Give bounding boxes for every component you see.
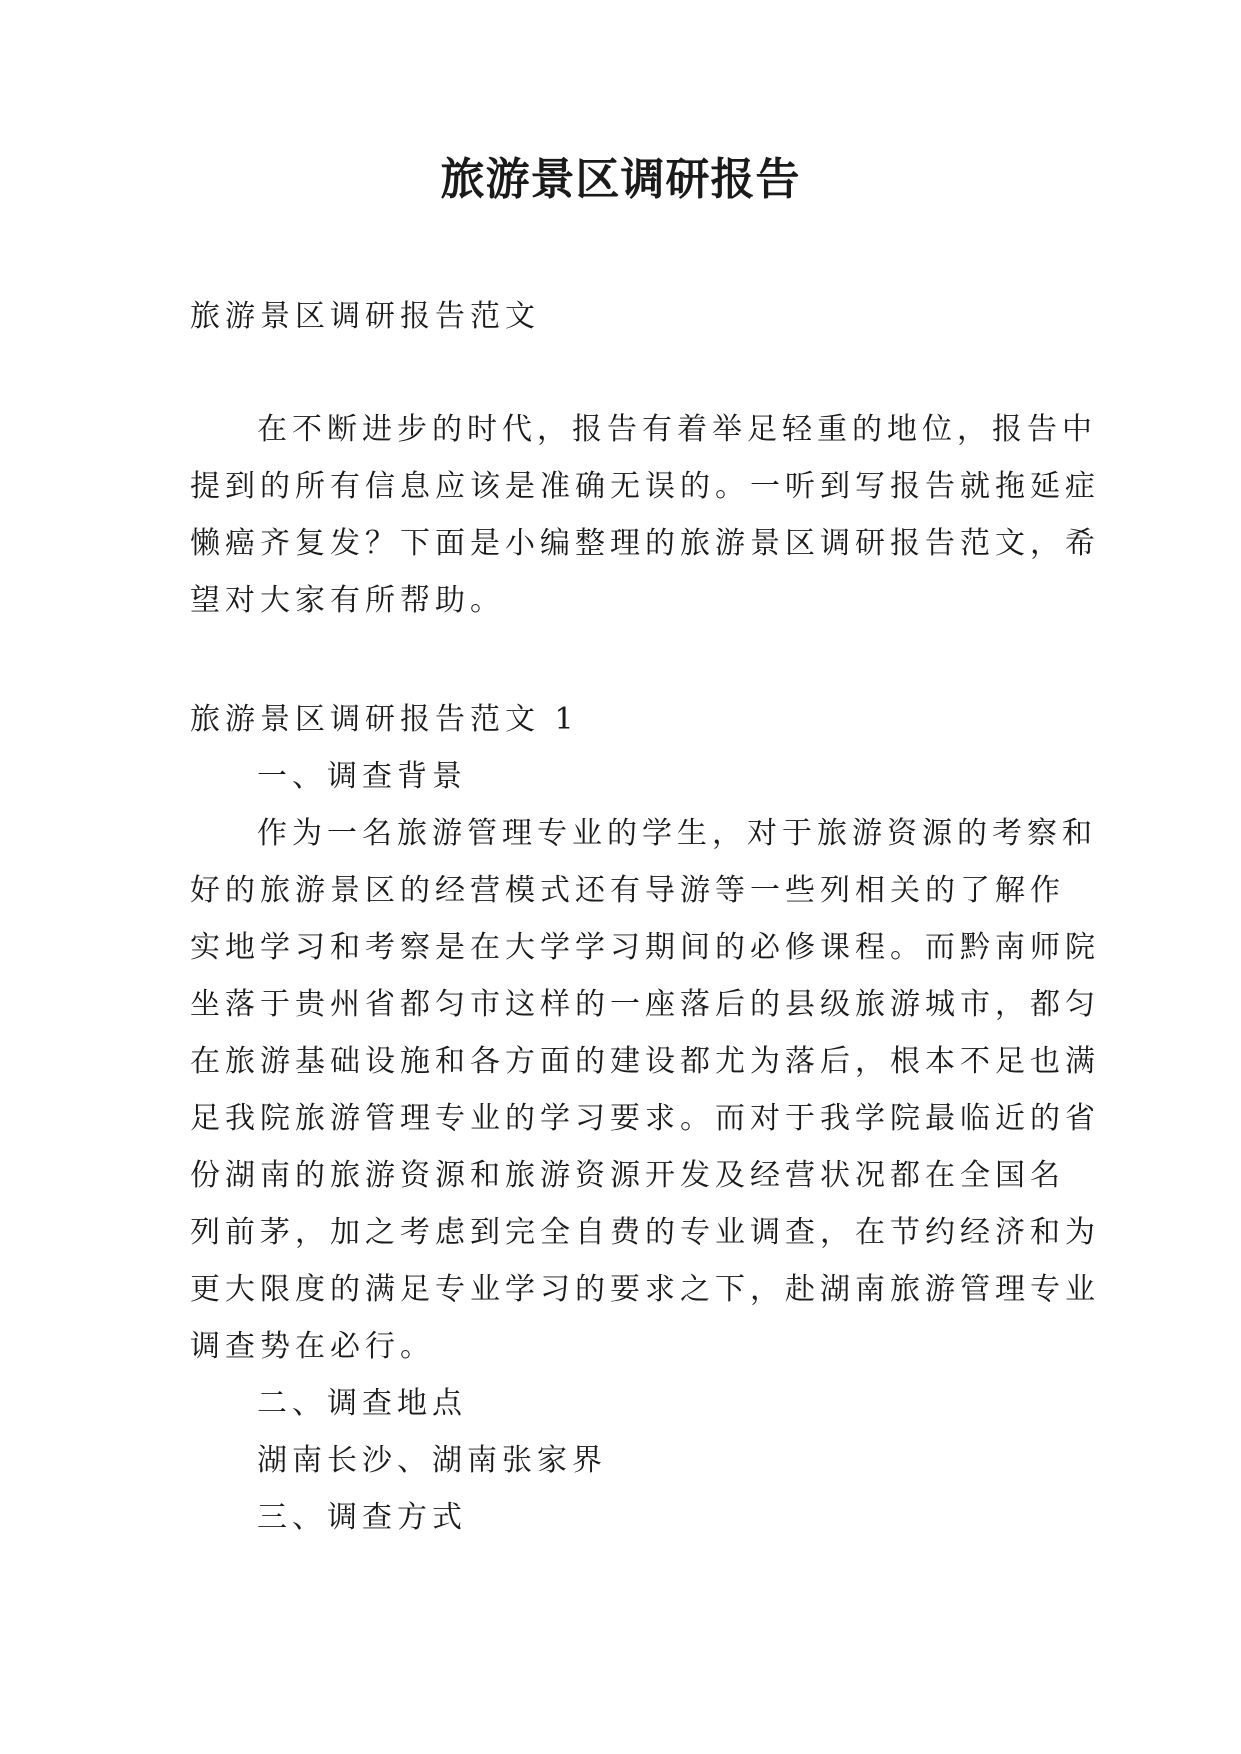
heading-method: 三、调查方式	[257, 1500, 467, 1535]
document-title: 旅游景区调研报告	[440, 154, 801, 205]
intro-line-4: 望对大家有所帮助。	[190, 583, 505, 618]
intro-line-1: 在不断进步的时代，报告有着举足轻重的地位，报告中	[257, 412, 1097, 447]
location-text: 湖南长沙、湖南张家界	[257, 1443, 607, 1478]
body-line-6: 足我院旅游管理专业的学习要求。而对于我学院最临近的省	[190, 1101, 1100, 1136]
intro-line-2: 提到的所有信息应该是准确无误的。一听到写报告就拖延症	[190, 469, 1100, 504]
section-title: 旅游景区调研报告范文 1	[190, 702, 579, 737]
body-line-2: 好的旅游景区的经营模式还有导游等一些列相关的了解作	[190, 873, 1065, 908]
body-line-7: 份湖南的旅游资源和旅游资源开发及经营状况都在全国名	[190, 1158, 1065, 1193]
heading-location: 二、调查地点	[257, 1386, 467, 1421]
body-line-9: 更大限度的满足专业学习的要求之下，赴湖南旅游管理专业	[190, 1272, 1100, 1307]
body-line-5: 在旅游基础设施和各方面的建设都尤为落后，根本不足也满	[190, 1044, 1100, 1079]
body-line-1: 作为一名旅游管理专业的学生，对于旅游资源的考察和	[257, 816, 1097, 851]
body-line-3: 实地学习和考察是在大学学习期间的必修课程。而黔南师院	[190, 930, 1100, 965]
body-line-8: 列前茅，加之考虑到完全自费的专业调查，在节约经济和为	[190, 1215, 1100, 1250]
body-line-10: 调查势在必行。	[190, 1329, 435, 1364]
document-subtitle: 旅游景区调研报告范文	[190, 299, 540, 334]
body-line-4: 坐落于贵州省都匀市这样的一座落后的县级旅游城市，都匀	[190, 987, 1100, 1022]
intro-line-3: 懒癌齐复发？下面是小编整理的旅游景区调研报告范文，希	[190, 526, 1100, 561]
heading-background: 一、调查背景	[257, 759, 467, 794]
